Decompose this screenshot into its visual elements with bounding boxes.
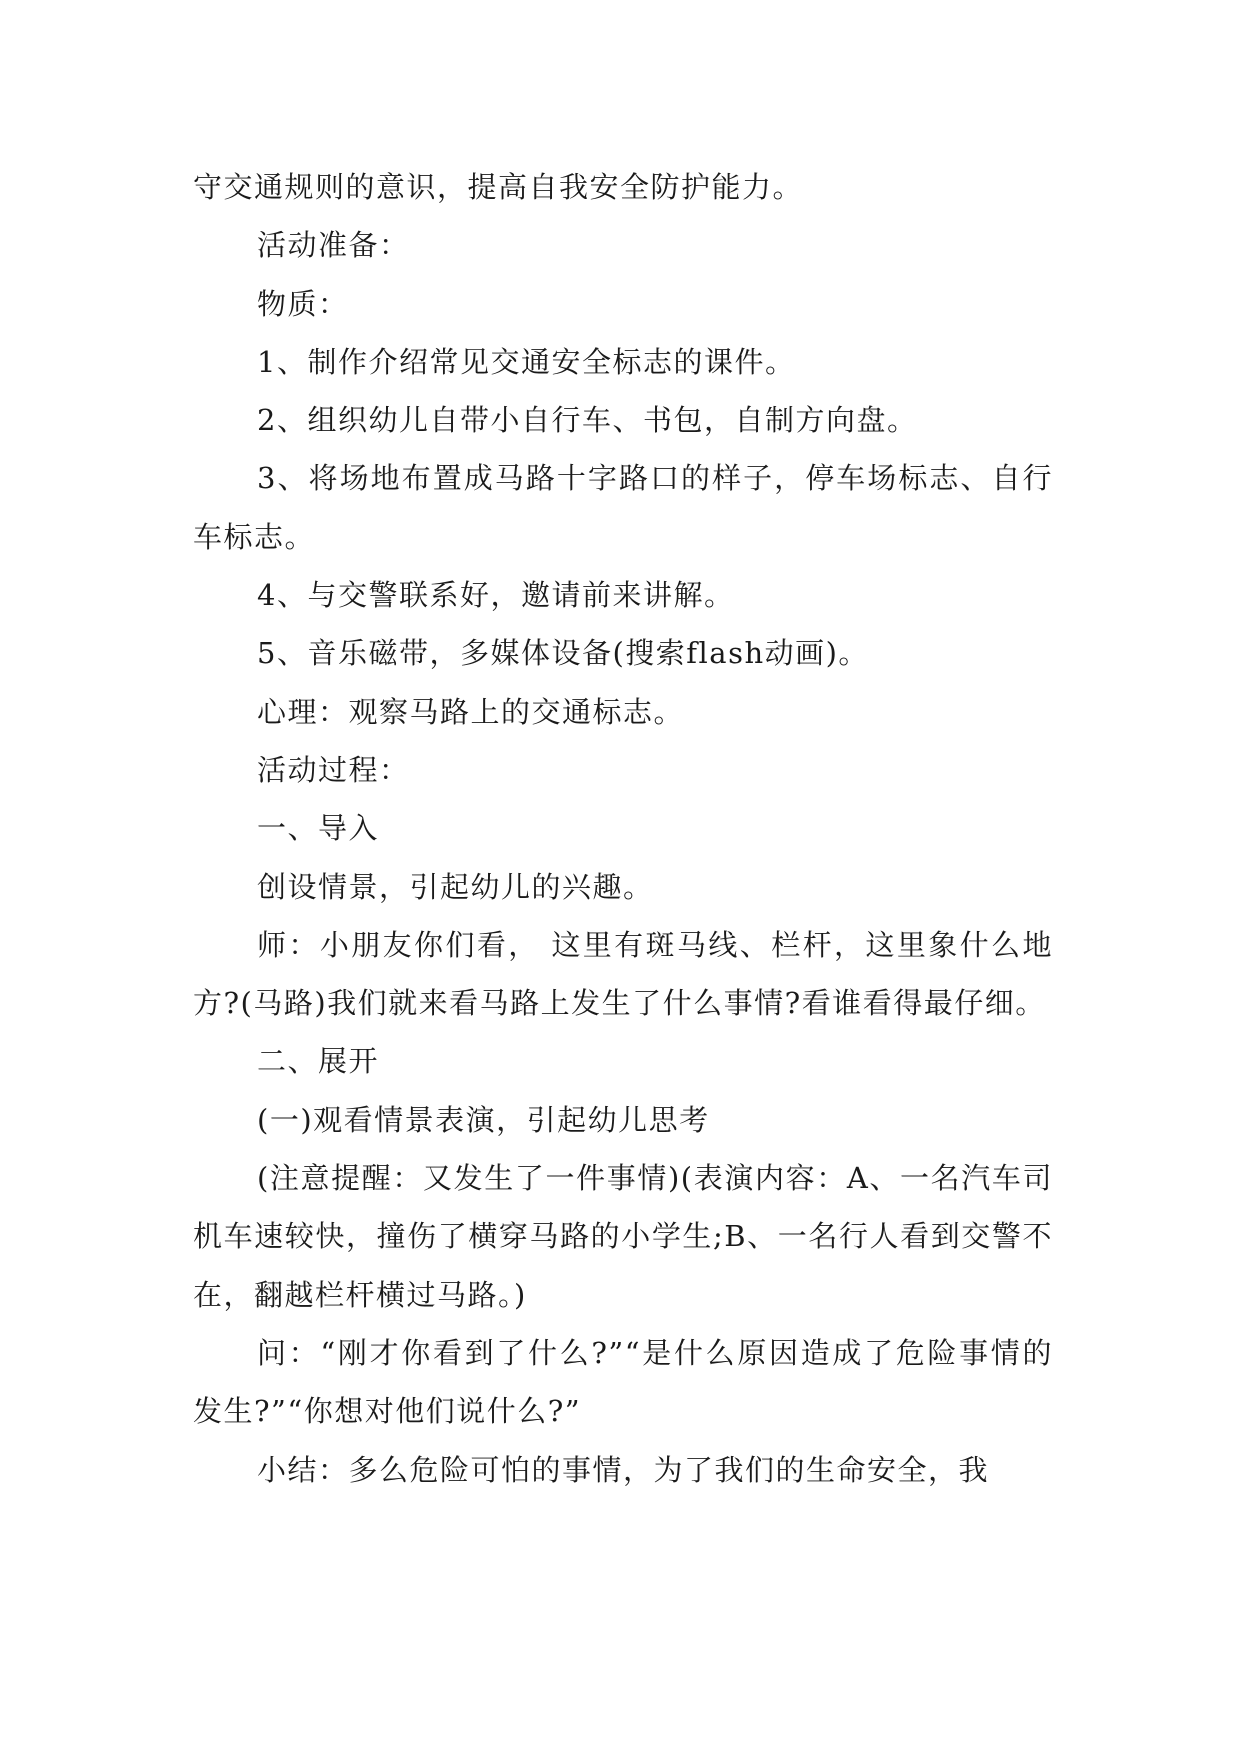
section-heading-intro: 一、导入 [257,811,380,846]
paragraph: (注意提醒：又发生了一件事情)(表演内容：A、一名汽车司机车速较快，撞伤了横穿马路的小学生;B、一名行人看到交警不在，翻越栏杆横过马路。) [193,1161,1053,1312]
paragraph-heading-process: 活动过程： [257,752,410,787]
list-item: 4、与交警联系好，邀请前来讲解。 [257,578,735,613]
list-item: 1、制作介绍常见交通安全标志的课件。 [257,344,796,379]
list-item: 3、将场地布置成马路十字路口的样子，停车场标志、自行车标志。 [193,461,1053,554]
subsection-heading: (一)观看情景表演，引起幼儿思考 [257,1102,710,1137]
paragraph-psychology: 心理：观察马路上的交通标志。 [257,694,685,729]
section-heading-expand: 二、展开 [257,1044,380,1079]
paragraph: 师：小朋友你们看， 这里有斑马线、栏杆，这里象什么地方?(马路)我们就来看马路上发生了什么事情?看谁看得最仔细。 [193,927,1053,1021]
paragraph-heading-preparation: 活动准备： [257,228,410,263]
document-body [193,158,1053,1499]
paragraph-material: 物质： [257,286,349,321]
paragraph: 守交通规则的意识，提高自我安全防护能力。 [193,170,804,204]
list-item: 2、组织幼儿自带小自行车、书包，自制方向盘。 [257,403,918,438]
paragraph: 小结：多么危险可怕的事情，为了我们的生命安全，我 [257,1452,990,1487]
paragraph: 问：“刚才你看到了什么?”“是什么原因造成了危险事情的发生?”“你想对他们说什么?” [193,1335,1053,1429]
list-item: 5、音乐磁带，多媒体设备(搜索flash动画)。 [257,636,869,671]
paragraph: 创设情景，引起幼儿的兴趣。 [257,869,654,904]
